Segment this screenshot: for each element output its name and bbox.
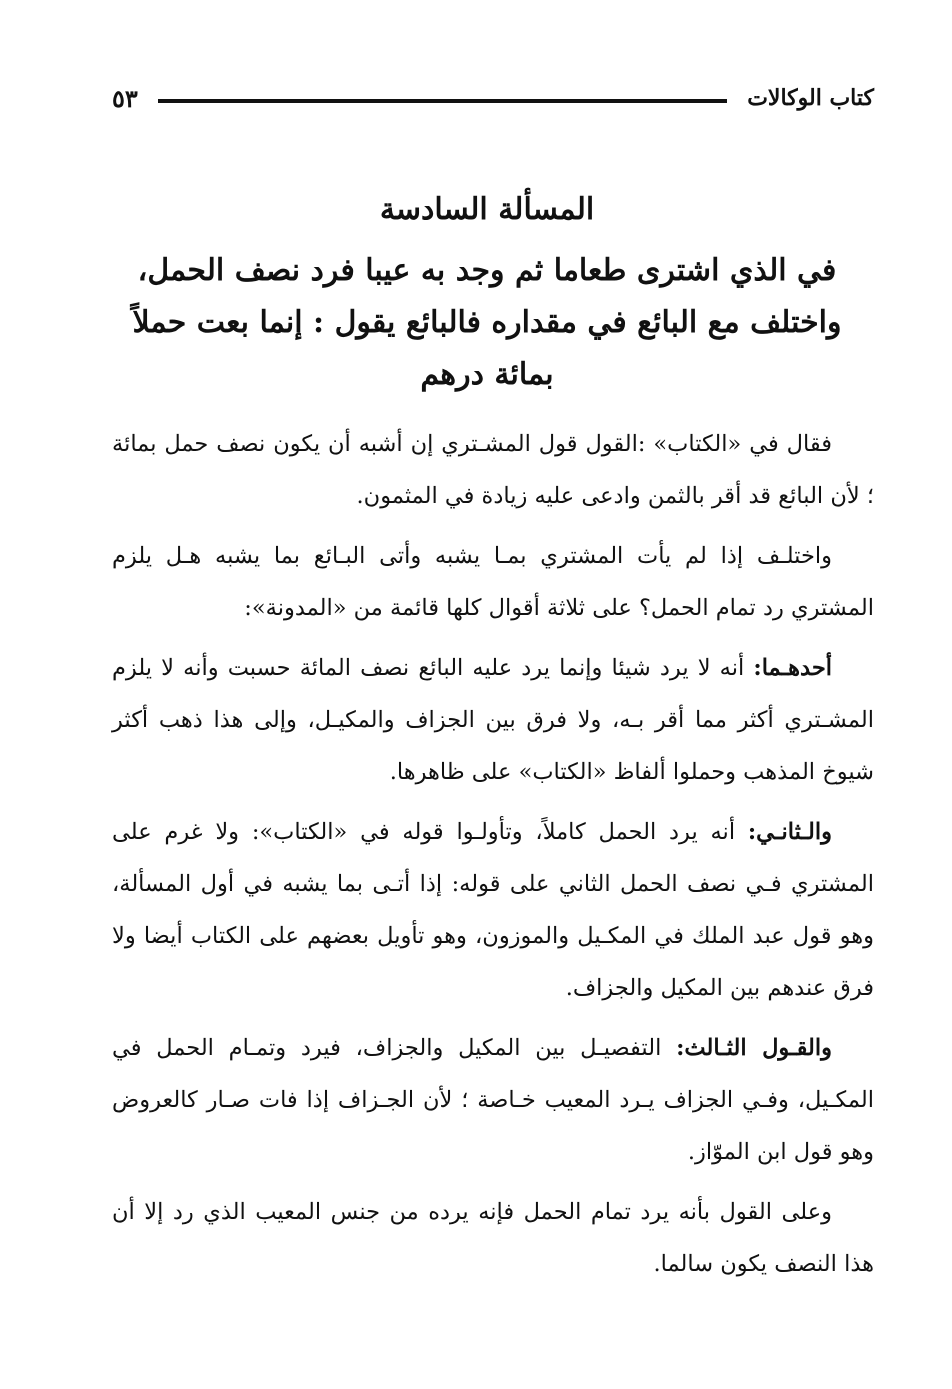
paragraph-lead: والـثانـي: xyxy=(747,819,832,845)
paragraph xyxy=(112,418,874,522)
header-rule xyxy=(158,99,727,103)
paragraph-text: أنه يرد الحمل كاملاً، وتأولـوا قوله في «الكتاب»: ولا غرم على المشتري فـي نصف الحمل الثاني على قوله: إذا أتـى بما يشبه في أول المسألة، وهو قول عبد الملك في المكـيل والموزون، وهو تأويل بعضهم على الكتاب أيضا ولا فرق عندهم بين المكيل والجزاف. xyxy=(112,819,874,1001)
paragraph xyxy=(112,1186,874,1290)
paragraph xyxy=(112,1022,874,1178)
paragraph-text: وعلى القول بأنه يرد تمام الحمل فإنه يرده من جنس المعيب الذي رد إلا أن هذا النصف يكون سالما. xyxy=(112,1199,874,1277)
body-text xyxy=(112,418,874,1298)
book-title: كتاب الوكالات xyxy=(747,85,874,111)
paragraph-lead: أحدهـما: xyxy=(753,655,832,681)
section-title: المسألة السادسة xyxy=(379,192,595,227)
page-number: ٥٣ xyxy=(112,83,138,113)
paragraph-text: التفصيـل بين المكيل والجزاف، فيرد وتمـام الحمل في المكـيل، وفـي الجزاف يـرد المعيب خـاصة ؛ لأن الجـزاف إذا فات صـار كالعروض وهو قول ابن الموّاز. xyxy=(112,1035,874,1165)
paragraph-text: واختلـف إذا لم يأت المشتري بمـا يشبه وأتى البـائع بما يشبه هـل يلزم المشتري رد تمام الحمل؟ على ثلاثة أقوال كلها قائمة من «المدونة»: xyxy=(112,543,874,621)
paragraph-lead: والقـول الثـالث: xyxy=(676,1035,832,1061)
paragraph xyxy=(112,530,874,634)
running-header xyxy=(112,78,874,118)
paragraph-text: فقال في «الكتاب» :القول قول المشـتري إن أشبه أن يكون نصف حمل بمائة ؛ لأن البائع قد أقر بالثمن وادعى عليه زيادة في المثمون. xyxy=(112,431,874,509)
paragraph xyxy=(112,642,874,798)
paragraph-text: أنه لا يرد شيئا وإنما يرد عليه البائع نصف المائة حسبت وأنه لا يلزم المشـتري أكثر مما أقر بـه، ولا فرق بين الجزاف والمكيـل، وإلى هذا ذهب أكثر شيوخ المذهب وحملوا ألفاظ «الكتاب» على ظاهرها. xyxy=(112,655,874,785)
section-heading xyxy=(100,192,874,401)
paragraph xyxy=(112,806,874,1014)
section-subtitle: في الذي اشترى طعاما ثم وجد به عيبا فرد نصف الحمل، واختلف مع البائع في مقداره فالبائع يقول : إنما بعت حملاً بمائة درهم xyxy=(132,253,842,392)
